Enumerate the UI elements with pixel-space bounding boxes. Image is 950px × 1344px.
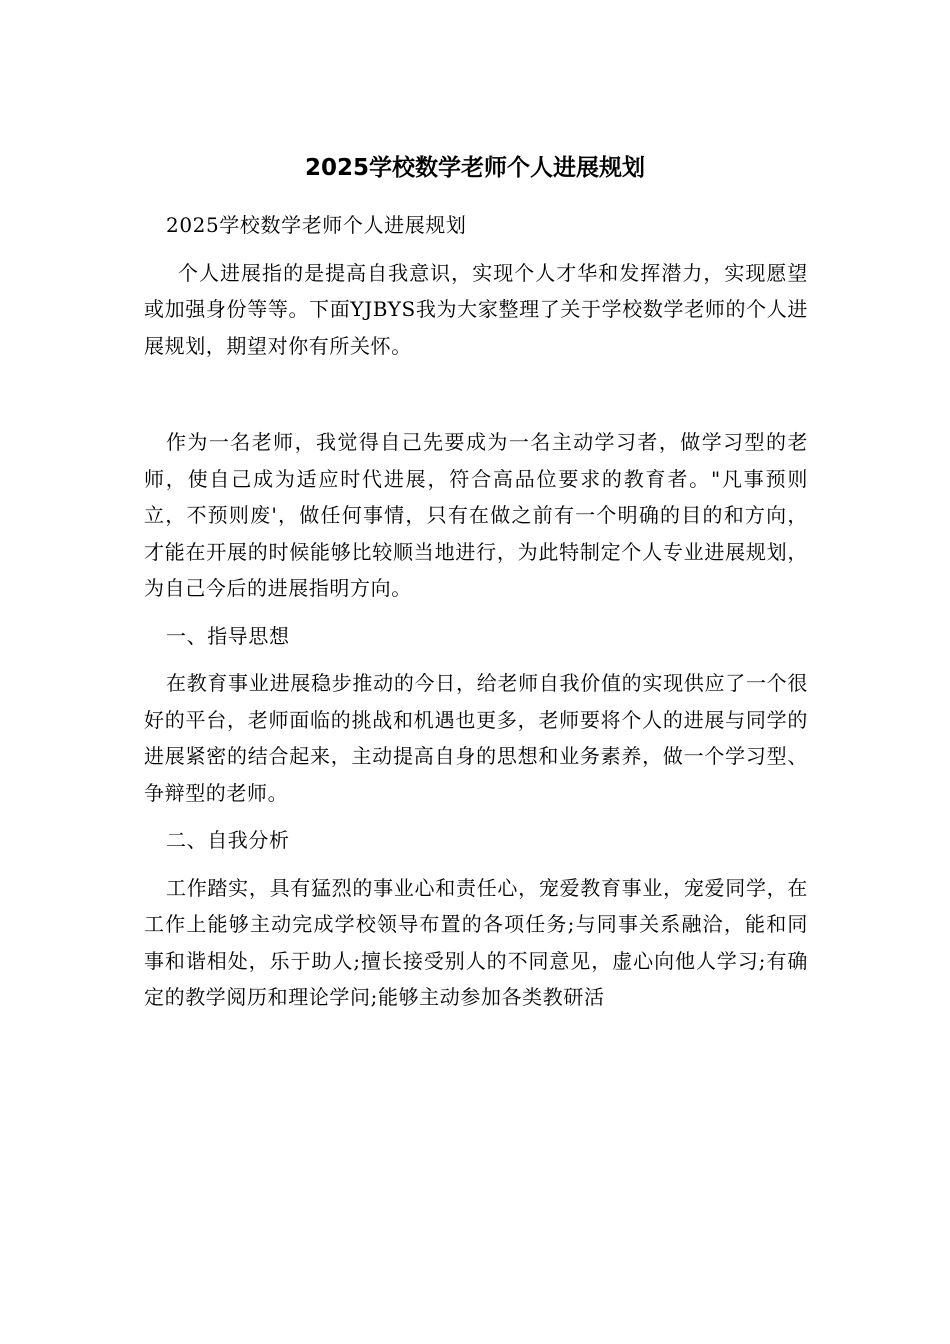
document-title: 2025学校数学老师个人进展规划 xyxy=(304,155,645,181)
section-heading: 一、指导思想 xyxy=(166,623,290,648)
section-heading: 二、自我分析 xyxy=(166,828,290,852)
body-paragraph: 作为一名老师，我觉得自己先要成为一名主动学习者，做学习型的老师，使自己成为适应时代进展，符合高品位要求的教育者。"凡事预则立，不预则废'，做任何事情，只有在做之前有一个明确的目的和方向，才能在开展的时候能够比较顺当地进行，为此特制定个人专业进展规划，为自己今后的进展指明方向。 xyxy=(144,430,808,600)
intro-paragraph: 个人进展指的是提高自我意识，实现个人才华和发挥潜力，实现愿望或加强身份等等。下面YJBYS我为大家整理了关于学校数学老师的个人进展规划，期望对你有所关怀。 xyxy=(144,260,808,358)
document-body xyxy=(144,207,808,1016)
subtitle-paragraph: 2025学校数学老师个人进展规划 xyxy=(166,213,467,237)
body-paragraph: 在教育事业进展稳步推动的今日，给老师自我价值的实现供应了一个很好的平台，老师面临的挑战和机遇也更多，老师要将个人的进展与同学的进展紧密的结合起来，主动提高自身的思想和业务素养，做一个学习型、争辩型的老师。 xyxy=(144,671,808,805)
body-paragraph: 工作踏实，具有猛烈的事业心和责任心，宠爱教育事业，宠爱同学，在工作上能够主动完成学校领导布置的各项任务;与同事关系融洽，能和同事和谐相处，乐于助人;擅长接受别人的不同意见，虚心向他人学习;有确定的教学阅历和理论学问;能够主动参加各类教研活 xyxy=(144,875,808,1009)
